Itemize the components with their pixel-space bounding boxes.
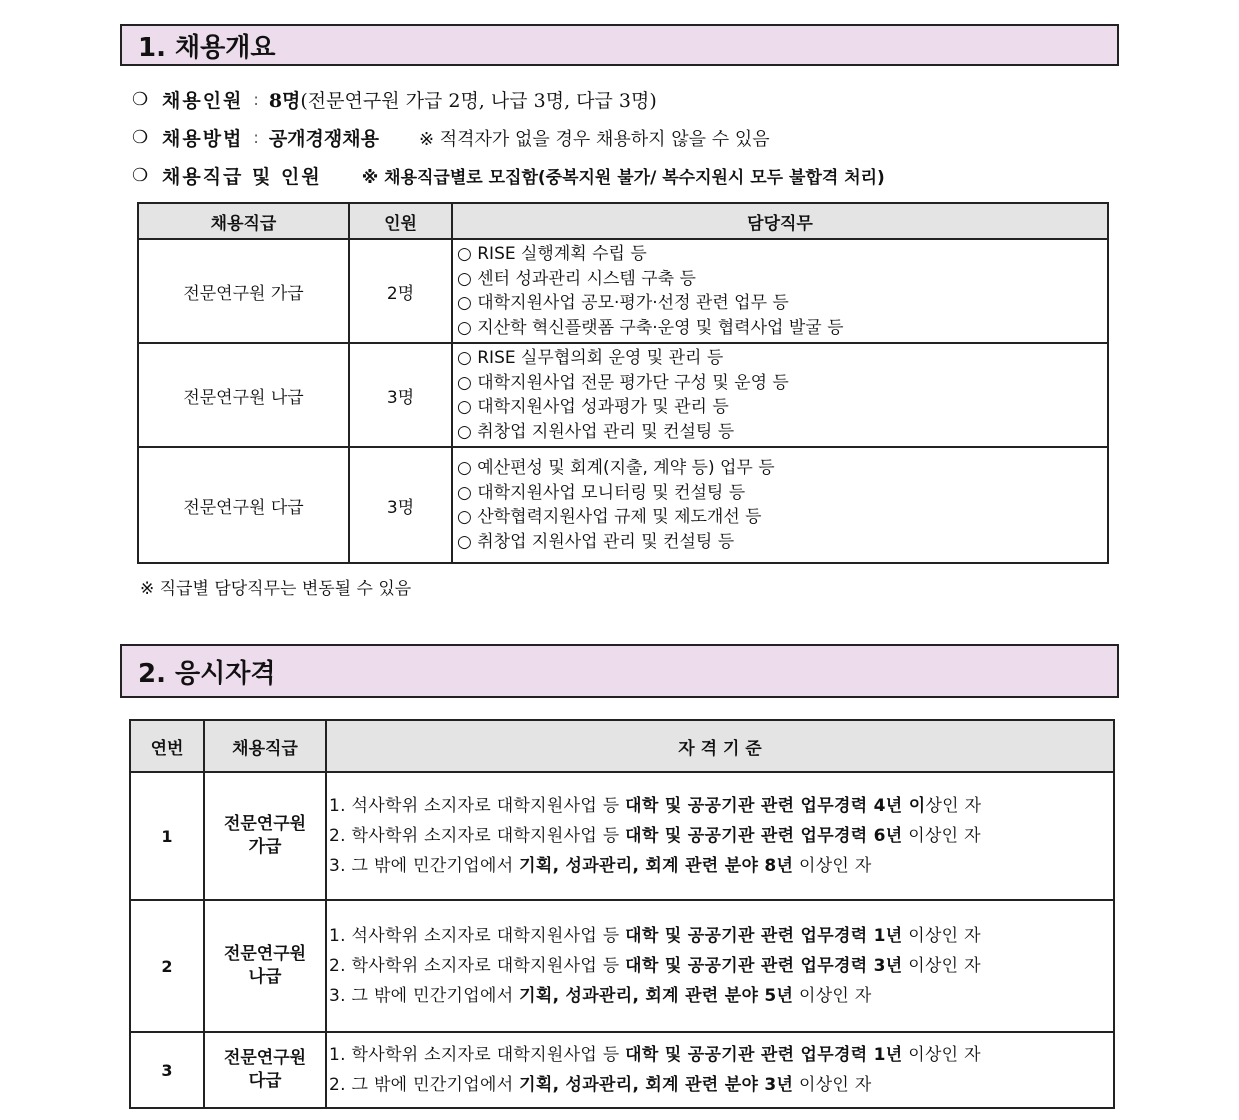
duty-item: ○ 센터 성과관리 시스템 구축 등 [457, 268, 696, 289]
row-number: 2 [130, 900, 204, 1032]
row-number: 3 [130, 1032, 204, 1108]
header-number: 연번 [130, 720, 204, 772]
criteria-item: 1. 학사학위 소지자로 대학지원사업 등 대학 및 공공기관 관련 업무경력 1년 이상인 자 [329, 1045, 981, 1065]
table-row [130, 772, 1114, 900]
qualification-table [129, 719, 1115, 1109]
method-note: ※ 적격자가 없을 경우 채용하지 않을 수 있음 [418, 128, 770, 150]
header-grade: 채용직급 [204, 720, 326, 772]
section1-title: 1. 채용개요 [120, 24, 1119, 66]
criteria-item: 1. 석사학위 소지자로 대학지원사업 등 대학 및 공공기관 관련 업무경력 4년 이상인 자 [329, 796, 982, 816]
bullet-circle-icon: ❍ [132, 165, 149, 186]
duty-item: ○ 대학지원사업 성과평가 및 관리 등 [457, 397, 729, 417]
table-row [138, 239, 1108, 343]
row-grade: 전문연구원 다급 [138, 447, 349, 563]
criteria-item: 2. 학사학위 소지자로 대학지원사업 등 대학 및 공공기관 관련 업무경력 3년 이상인 자 [329, 956, 981, 976]
criteria-item: 3. 그 밖에 민간기업에서 기획, 성과관리, 회계 관련 분야 8년 이상인 자 [329, 856, 872, 876]
duty-item: ○ 취창업 지원사업 관리 및 컨설팅 등 [457, 531, 735, 552]
table-row [130, 1032, 1114, 1108]
criteria-item: 3. 그 밖에 민간기업에서 기획, 성과관리, 회계 관련 분야 5년 이상인 자 [329, 986, 872, 1006]
duty-item: ○ RISE 실행계획 수립 등 [457, 244, 647, 264]
duty-item: ○ 대학지원사업 공모·평가·선정 관련 업무 등 [457, 293, 789, 313]
duty-item: ○ 대학지원사업 전문 평가단 구성 및 운영 등 [457, 372, 789, 393]
headcount-breakdown: (전문연구원 가급 2명, 나급 3명, 다급 3명) [300, 90, 657, 112]
grades-table [137, 202, 1109, 564]
header-criteria: 자 격 기 준 [326, 720, 1114, 772]
duty-item: ○ 취창업 지원사업 관리 및 컨설팅 등 [457, 421, 735, 442]
section2-title: 2. 응시자격 [120, 644, 1119, 698]
duties-footnote: ※ 직급별 담당직무는 변동될 수 있음 [140, 579, 412, 599]
header-duties: 담당직무 [452, 203, 1108, 239]
duty-item: ○ RISE 실무협의회 운영 및 관리 등 [457, 348, 724, 368]
row-grade: 전문연구원 가급 [204, 772, 326, 900]
duty-item: ○ 산학협력지원사업 규제 및 제도개선 등 [457, 507, 762, 527]
row-criteria [326, 772, 1114, 900]
criteria-item: 2. 학사학위 소지자로 대학지원사업 등 대학 및 공공기관 관련 업무경력 6년 이상인 자 [329, 826, 981, 846]
method-label: 채용방법 [162, 128, 244, 150]
table-header-row [130, 720, 1114, 772]
grades-label: 채용직급 및 인원 [162, 166, 322, 188]
duty-item: ○ 지산학 혁신플랫폼 구축·운영 및 협력사업 발굴 등 [457, 317, 844, 338]
table-row [138, 447, 1108, 563]
row-grade: 전문연구원 나급 [204, 900, 326, 1032]
method-line: ❍ 채용방법 : 공개경쟁채용 ※ 적격자가 없을 경우 채용하지 않을 수 있음 [132, 124, 770, 151]
table-header-row [138, 203, 1108, 239]
headcount-label: 채용인원 [162, 90, 244, 112]
table-row [138, 343, 1108, 447]
row-count: 3명 [349, 447, 452, 563]
bullet-circle-icon: ❍ [132, 127, 149, 148]
criteria-item: 2. 그 밖에 민간기업에서 기획, 성과관리, 회계 관련 분야 3년 이상인 자 [329, 1075, 872, 1095]
row-grade: 전문연구원 가급 [138, 239, 349, 343]
headcount-total: 8명 [268, 90, 301, 112]
row-criteria [326, 1032, 1114, 1108]
row-grade: 전문연구원 다급 [204, 1032, 326, 1108]
row-grade: 전문연구원 나급 [138, 343, 349, 447]
bullet-circle-icon: ❍ [132, 89, 149, 110]
duty-item: ○ 대학지원사업 모니터링 및 컨설팅 등 [457, 482, 746, 503]
header-count: 인원 [349, 203, 452, 239]
row-duties [452, 239, 1108, 343]
row-number: 1 [130, 772, 204, 900]
row-count: 3명 [349, 343, 452, 447]
headcount-line: ❍ 채용인원 : 8명 (전문연구원 가급 2명, 나급 3명, 다급 3명) [132, 86, 657, 113]
criteria-item: 1. 석사학위 소지자로 대학지원사업 등 대학 및 공공기관 관련 업무경력 1년 이상인 자 [329, 926, 981, 946]
table-row [130, 900, 1114, 1032]
header-grade: 채용직급 [138, 203, 349, 239]
grades-note: ※ 채용직급별로 모집함(중복지원 불가/ 복수지원시 모두 불합격 처리) [361, 168, 885, 188]
row-duties [452, 447, 1108, 563]
row-criteria [326, 900, 1114, 1032]
row-duties [452, 343, 1108, 447]
row-count: 2명 [349, 239, 452, 343]
grades-line [132, 162, 885, 189]
method-value: 공개경쟁채용 [268, 128, 379, 150]
duty-item: ○ 예산편성 및 회계(지출, 계약 등) 업무 등 [457, 458, 775, 478]
